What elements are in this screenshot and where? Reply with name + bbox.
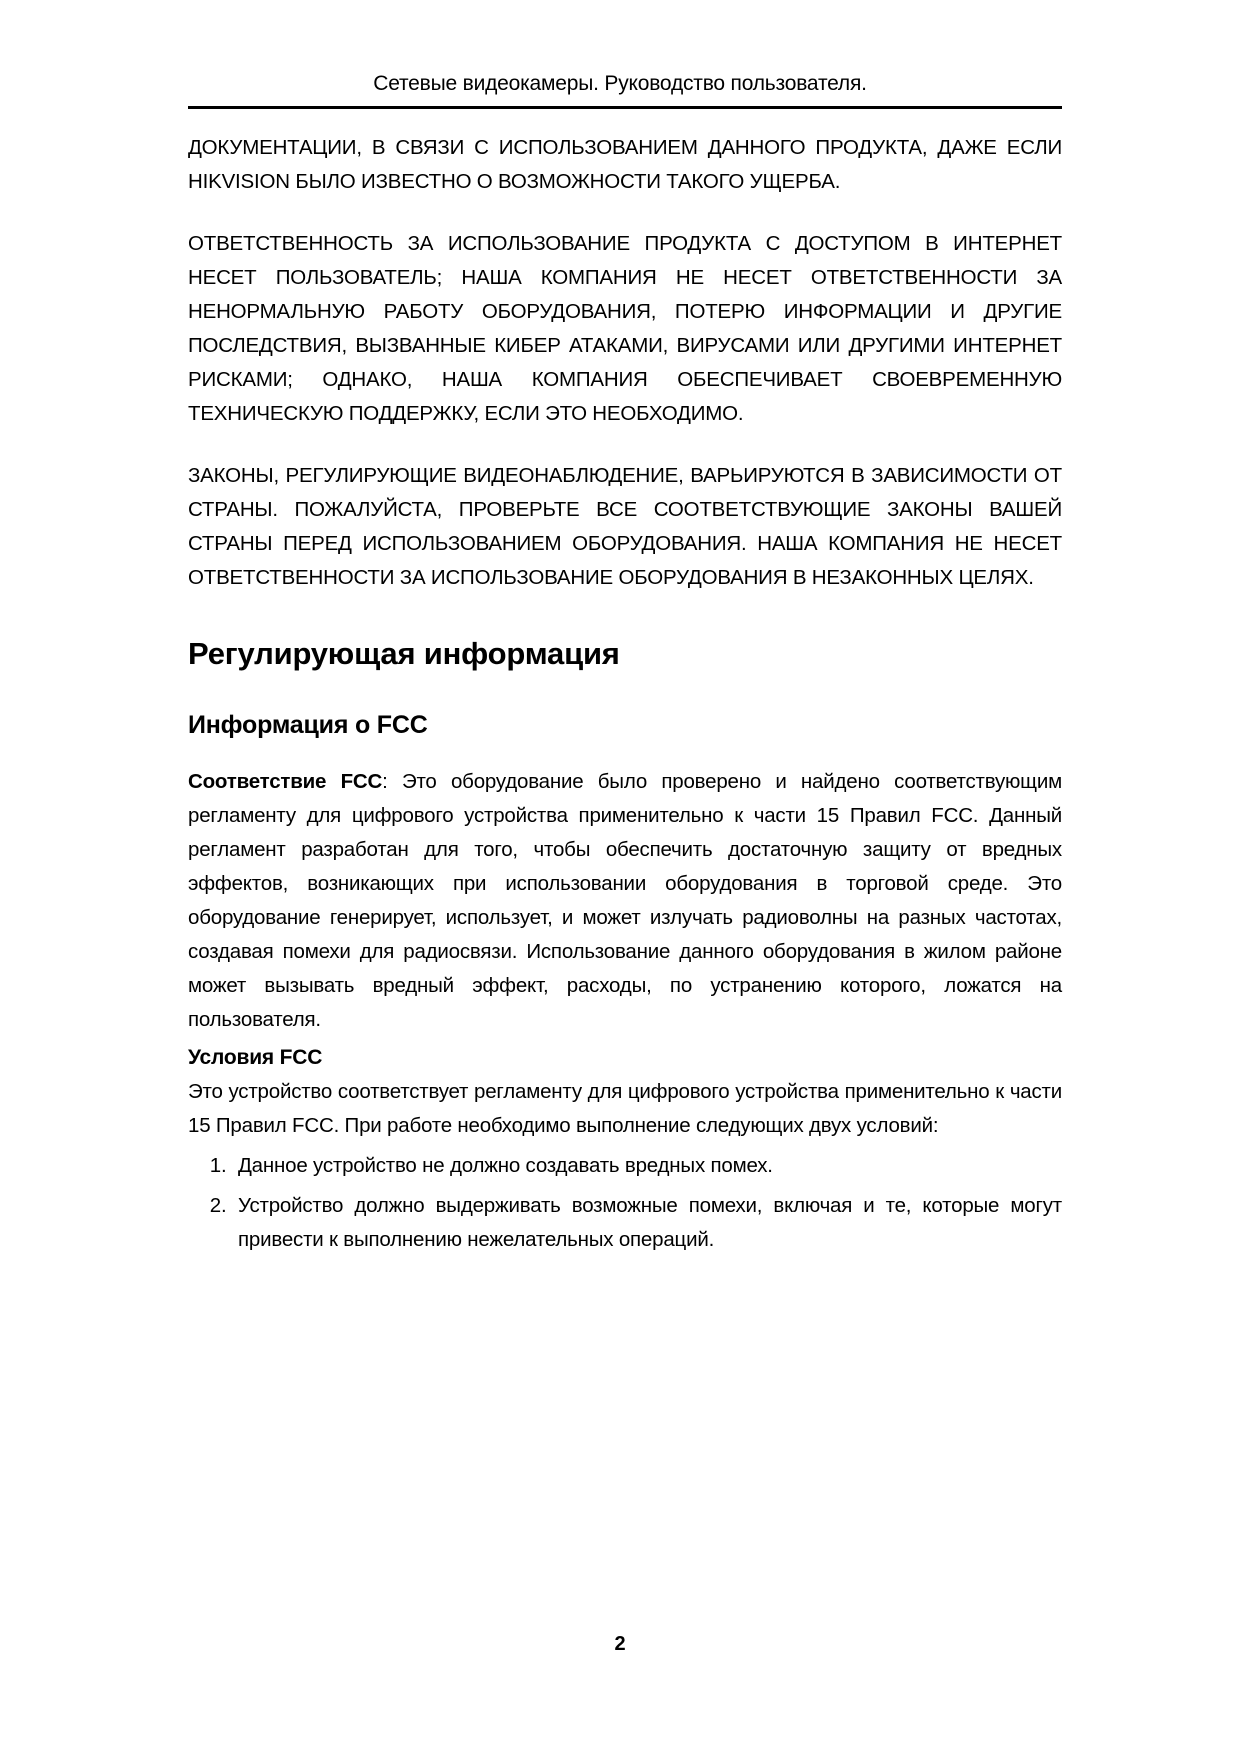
subsection-title-fcc-information: Информация о FCC [188,711,428,739]
list-item-condition-2: 2. Устройство должно выдерживать возможные помехи, включая и те, которые могут привести к выполнению нежелательных операций. [232,1189,1062,1257]
paragraph-fcc-conditions-intro: Это устройство соответствует регламенту для цифрового устройства применительно к части 15 Правил FCC. При работе необходимо выполнение следующих двух условий: [188,1080,1062,1137]
paragraph-internet-liability: ОТВЕТСТВЕННОСТЬ ЗА ИСПОЛЬЗОВАНИЕ ПРОДУКТА С ДОСТУПОМ В ИНТЕРНЕТ НЕСЕТ ПОЛЬЗОВАТЕЛЬ; НАША КОМПАНИЯ НЕ НЕСЕТ ОТВЕТСТВЕННОСТИ ЗА НЕНОРМАЛЬНУЮ РАБОТУ ОБОРУДОВАНИЯ, ПОТЕРЮ ИНФОРМАЦИИ И ДРУГИЕ ПОСЛЕДСТВИЯ, ВЫЗВАННЫЕ КИБЕР АТАКАМИ, ВИРУСАМИ ИЛИ ДРУГИМИ ИНТЕРНЕТ РИСКАМИ; ОДНАКО, НАША КОМПАНИЯ ОБЕСПЕЧИВАЕТ СВОЕВРЕМЕННУЮ ТЕХНИЧЕСКУЮ ПОДДЕРЖКУ, ЕСЛИ ЭТО НЕОБХОДИМО. [188,232,1062,425]
page-header [0,0,1240,109]
fcc-compliance-label: Соответствие FCC [188,770,383,793]
paragraph-damage-disclaimer: ДОКУМЕНТАЦИИ, В СВЯЗИ С ИСПОЛЬЗОВАНИЕМ ДАННОГО ПРОДУКТА, ДАЖЕ ЕСЛИ HIKVISION БЫЛО ИЗВЕСТНО О ВОЗМОЖНОСТИ ТАКОГО УЩЕРБА. [188,136,1062,193]
list-item-condition-1: 1. Данное устройство не должно создавать вредных помех. [232,1149,1062,1183]
fcc-compliance-text: : Это оборудование было проверено и найдено соответствующим регламенту для цифрового устройства применительно к части 15 Правил FCC. Данный регламент разработан для того, чтобы обеспечить достаточную защиту от вредных эффектов, возникающих при использовании оборудования в торговой среде. Это оборудование генерирует, использует, и может излучать радиоволны на разных частотах, создавая помехи для радиосвязи. Использование данного оборудования в жилом районе может вызывать вредный эффект, расходы, по устранению которого, ложатся на пользователя. [188,770,1062,1031]
fcc-conditions-list [188,1149,1062,1257]
section-title-regulatory-information: Регулирующая информация [188,636,620,671]
page-number: 2 [614,1633,626,1655]
paragraph-fcc-compliance [188,765,1062,1037]
header-divider [188,106,1062,109]
fcc-conditions-heading: Условия FCC [188,1046,323,1069]
page-content [188,131,1062,1257]
paragraph-surveillance-laws: ЗАКОНЫ, РЕГУЛИРУЮЩИЕ ВИДЕОНАБЛЮДЕНИЕ, ВАРЬИРУЮТСЯ В ЗАВИСИМОСТИ ОТ СТРАНЫ. ПОЖАЛУЙСТА, ПРОВЕРЬТЕ ВСЕ СООТВЕТСТВУЮЩИЕ ЗАКОНЫ ВАШЕЙ СТРАНЫ ПЕРЕД ИСПОЛЬЗОВАНИЕМ ОБОРУДОВАНИЯ. НАША КОМПАНИЯ НЕ НЕСЕТ ОТВЕТСТВЕННОСТИ ЗА ИСПОЛЬЗОВАНИЕ ОБОРУДОВАНИЯ В НЕЗАКОННЫХ ЦЕЛЯХ. [188,464,1062,589]
running-header-title: Сетевые видеокамеры. Руководство пользователя. [373,72,867,95]
